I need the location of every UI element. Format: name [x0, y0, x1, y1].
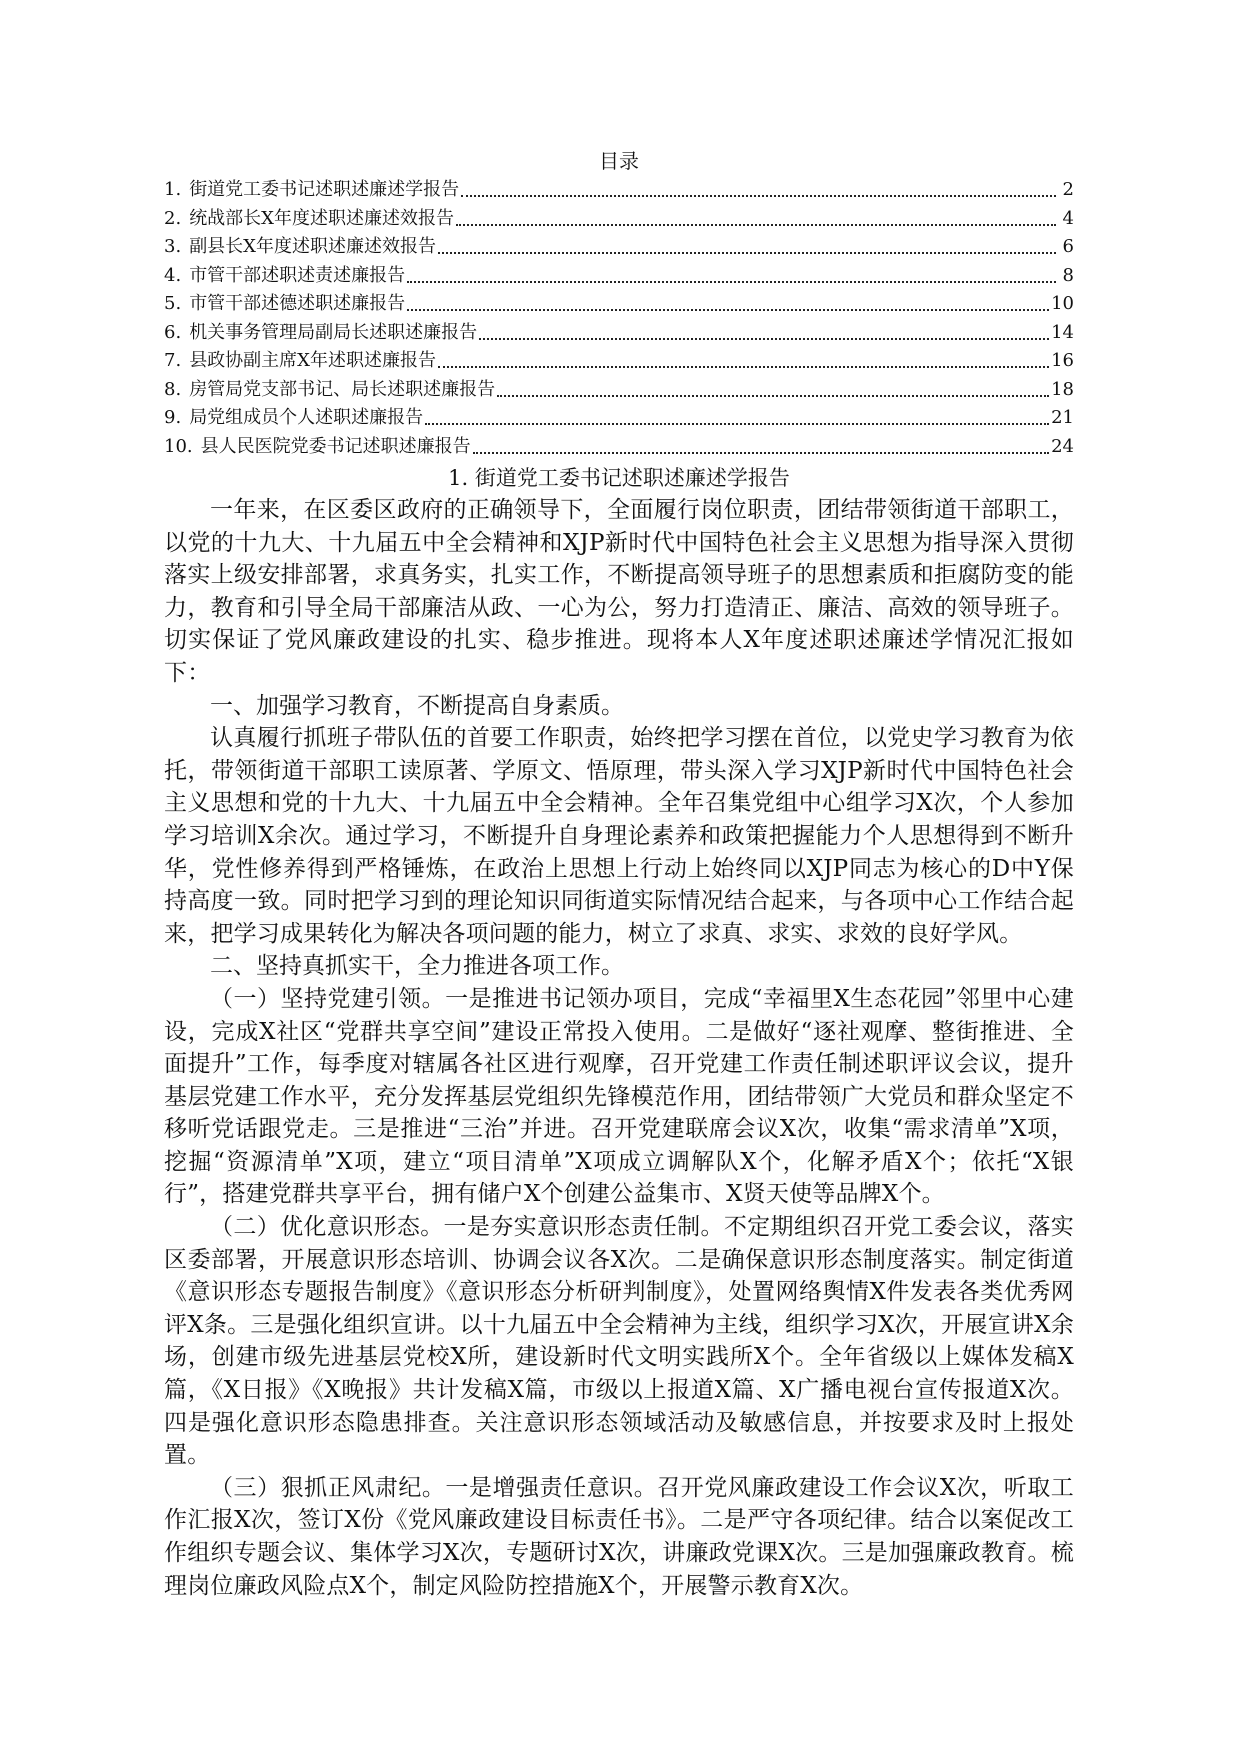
toc-entry-label: 县人民医院党委书记述职述廉报告	[200, 435, 471, 457]
intro-paragraph: 一年来，在区委区政府的正确领导下，全面履行岗位职责，团结带领街道干部职工，以党的十九大、十九届五中全会精神和XJP新时代中国特色社会主义思想为指导深入贯彻落实上级安排部署，求真务实，扎实工作，不断提高领导班子的思想素质和拒腐防变的能力，教育和引导全局干部廉洁从政、一心为公，努力打造清正、廉洁、高效的领导班子。切实保证了党风廉政建设的扎实、稳步推进。现将本人X年度述职述廉述学情况汇报如下：	[164, 497, 1074, 686]
toc-dot-leader	[438, 366, 1049, 368]
toc-entry-page: 8	[1062, 264, 1074, 286]
toc-entry-label: 房管局党支部书记、局长述职述廉报告	[189, 378, 496, 400]
part2-sub2-paragraph: （二）优化意识形态。一是夯实意识形态责任制。不定期组织召开党工委会议，落实区委部署，开展意识形态培训、协调会议各X次。二是确保意识形态制度落实。制定街道《意识形态专题报告制度》《意识形态分析研判制度》，处置网络舆情X件发表各类优秀网评X条。三是强化组织宣讲。以十九届五中全会精神为主线，组织学习X次，开展宣讲X余场，创建市级先进基层党校X所，建设新时代文明实践所X个。全年省级以上媒体发稿X篇，《X日报》《X晚报》共计发稿X篇，市级以上报道X篇、X广播电视台宣传报道X次。四是强化意识形态隐患排查。关注意识形态领域活动及敏感信息，并按要求及时上报处置。	[164, 1214, 1074, 1469]
toc-entry-number: 5.	[164, 293, 182, 314]
toc-entry-label: 市管干部述德述职述廉报告	[189, 293, 406, 314]
toc-entry-label: 副县长X年度述职述廉述效报告	[189, 236, 437, 257]
toc-dot-leader	[438, 252, 1056, 254]
toc-entry[interactable]	[164, 347, 1074, 376]
toc-entry[interactable]	[164, 404, 1074, 433]
toc-entry-number: 10.	[164, 435, 193, 457]
toc-entry-page: 4	[1062, 207, 1074, 229]
toc-dot-leader	[473, 452, 1049, 454]
toc-entry-number: 1.	[164, 179, 182, 200]
toc-entry-page: 18	[1051, 378, 1074, 400]
toc-entry-number: 9.	[164, 407, 182, 428]
part2-sub1-paragraph: （一）坚持党建引领。一是推进书记领办项目，完成“幸福里X生态花园”邻里中心建设，完成X社区“党群共享空间”建设正常投入使用。二是做好“逐社观摩、整街推进、全面提升”工作，每季度对辖属各社区进行观摩，召开党建工作责任制述职评议会议，提升基层党建工作水平，充分发挥基层党组织先锋模范作用，团结带领广大党员和群众坚定不移听党话跟党走。三是推进“三治”并进。召开党建联席会议X次，收集“需求清单”X项，挖掘“资源清单”X项，建立“项目清单”X项成立调解队X个，化解矛盾X个；依托“X银行”，搭建党群共享平台，拥有储户X个创建公益集市、X贤天使等品牌X个。	[164, 985, 1074, 1208]
toc-entry[interactable]	[164, 376, 1074, 405]
toc-dot-leader	[479, 338, 1049, 340]
toc-list	[164, 176, 1074, 461]
section-heading: 1. 街道党工委书记述职述廉述学报告	[448, 466, 790, 490]
toc-entry-page: 10	[1051, 293, 1074, 314]
toc-entry-page: 24	[1051, 435, 1074, 457]
toc-entry-label: 街道党工委书记述职述廉述学报告	[189, 179, 460, 200]
toc-entry[interactable]	[164, 319, 1074, 348]
toc-entry[interactable]	[164, 433, 1074, 462]
toc-entry-page: 21	[1051, 407, 1074, 428]
toc-entry-number: 3.	[164, 236, 182, 257]
toc-dot-leader	[456, 224, 1056, 226]
toc-entry[interactable]	[164, 290, 1074, 319]
toc-dot-leader	[407, 309, 1049, 311]
toc-entry-number: 2.	[164, 207, 182, 229]
toc-entry-number: 8.	[164, 378, 182, 400]
toc-entry-label: 局党组成员个人述职述廉报告	[189, 407, 424, 428]
toc-entry[interactable]	[164, 233, 1074, 262]
toc-dot-leader	[461, 195, 1056, 197]
toc-entry-page: 16	[1051, 350, 1074, 371]
part2-sub3-paragraph: （三）狠抓正风肃纪。一是增强责任意识。召开党风廉政建设工作会议X次，听取工作汇报X次，签订X份《党风廉政建设目标责任书》。二是严守各项纪律。结合以案促改工作组织专题会议、集体学习X次，专题研讨X次，讲廉政党课X次。三是加强廉政教育。梳理岗位廉政风险点X个，制定风险防控措施X个，开展警示教育X次。	[164, 1474, 1074, 1599]
toc-dot-leader	[497, 395, 1049, 397]
toc-entry[interactable]	[164, 262, 1074, 291]
toc-entry-label: 市管干部述职述责述廉报告	[189, 264, 406, 286]
part2-heading: 二、坚持真抓实干，全力推进各项工作。	[210, 953, 624, 980]
toc-entry-label: 统战部长X年度述职述廉述效报告	[189, 207, 455, 229]
toc-entry-page: 2	[1062, 179, 1074, 200]
part1-heading: 一、加强学习教育，不断提高自身素质。	[210, 692, 624, 719]
toc-entry-number: 7.	[164, 350, 182, 371]
toc-entry-number: 4.	[164, 264, 182, 286]
document-page	[164, 146, 1074, 1602]
part1-paragraph: 认真履行抓班子带队伍的首要工作职责，始终把学习摆在首位，以党史学习教育为依托，带领街道干部职工读原著、学原文、悟原理，带头深入学习XJP新时代中国特色社会主义思想和党的十九大、十九届五中全会精神。全年召集党组中心组学习X次，个人参加学习培训X余次。通过学习，不断提升自身理论素养和政策把握能力个人思想得到不断升华，党性修养得到严格锤炼，在政治上思想上行动上始终同以XJP同志为核心的D中Y保持高度一致。同时把学习到的理论知识同街道实际情况结合起来，与各项中心工作结合起来，把学习成果转化为解决各项问题的能力，树立了求真、求实、求效的良好学风。	[164, 725, 1074, 947]
toc-entry-label: 县政协副主席X年述职述廉报告	[189, 350, 437, 371]
toc-entry-label: 机关事务管理局副局长述职述廉报告	[189, 321, 478, 343]
toc-dot-leader	[407, 281, 1056, 283]
toc-entry-number: 6.	[164, 321, 182, 343]
toc-entry-page: 6	[1062, 236, 1074, 257]
toc-entry[interactable]	[164, 176, 1074, 205]
toc-dot-leader	[425, 423, 1049, 425]
toc-title: 目录	[599, 149, 639, 173]
toc-entry[interactable]	[164, 205, 1074, 234]
toc-entry-page: 14	[1051, 321, 1074, 343]
